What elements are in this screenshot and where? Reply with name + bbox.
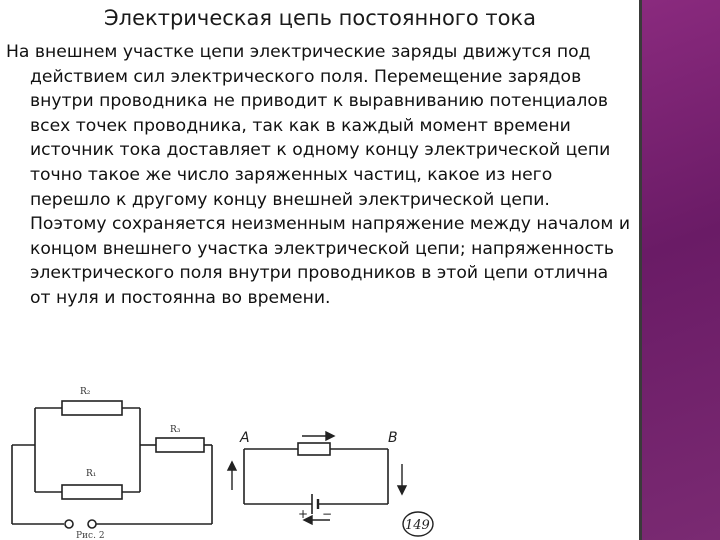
arrow-left-head	[228, 462, 236, 470]
body-line: от нуля и постоянна во времени.	[30, 287, 331, 308]
terminal	[65, 520, 73, 528]
label-a: A	[240, 430, 250, 446]
current-arrows	[228, 432, 406, 524]
body-line: всех точек проводника, так как в каждый момент времени	[30, 115, 571, 136]
figure-number: 149	[405, 518, 430, 533]
label-b: B	[388, 430, 398, 446]
terminal	[88, 520, 96, 528]
slide-title: Электрическая цепь постоянного тока	[104, 6, 536, 30]
resistor	[298, 443, 330, 455]
side-decoration-stripe	[642, 0, 720, 540]
label-r1: R₁	[86, 469, 97, 479]
resistor-r3	[156, 438, 204, 452]
label-r3: R₃	[170, 425, 181, 435]
body-line: электрического поля внутри проводников в этой цепи отлична	[30, 263, 609, 284]
arrow-right-head	[398, 486, 406, 494]
slide-body-text	[6, 40, 638, 311]
body-line: Поэтому сохраняется неизменным напряжение между началом и	[30, 214, 630, 235]
resistor-r1	[62, 485, 122, 499]
arrow-top-head	[326, 432, 334, 440]
circuit-right	[244, 443, 388, 514]
body-line: перешло к другому концу внешней электрической цепи.	[30, 189, 550, 210]
label-minus: −	[322, 507, 333, 521]
label-plus: +	[298, 507, 309, 521]
body-line: внутри проводника не приводит к выравниванию потенциалов	[30, 91, 608, 112]
body-line: действием сил электрического поля. Перемещение зарядов	[30, 66, 582, 87]
circuit-left	[12, 401, 212, 528]
figure-caption: Рис. 2	[76, 531, 105, 540]
body-line: источник тока доставляет к одному концу электрической цепи	[30, 140, 611, 161]
body-line: точно такое же число заряженных частиц, какое из него	[30, 164, 553, 185]
label-r2: R₂	[80, 387, 91, 397]
circuit-diagrams	[0, 370, 440, 540]
body-line: концом внешнего участка электрической цепи; напряженность	[30, 238, 614, 259]
resistor-r2	[62, 401, 122, 415]
body-line: На внешнем участке цепи электрические заряды движутся под	[6, 42, 591, 62]
